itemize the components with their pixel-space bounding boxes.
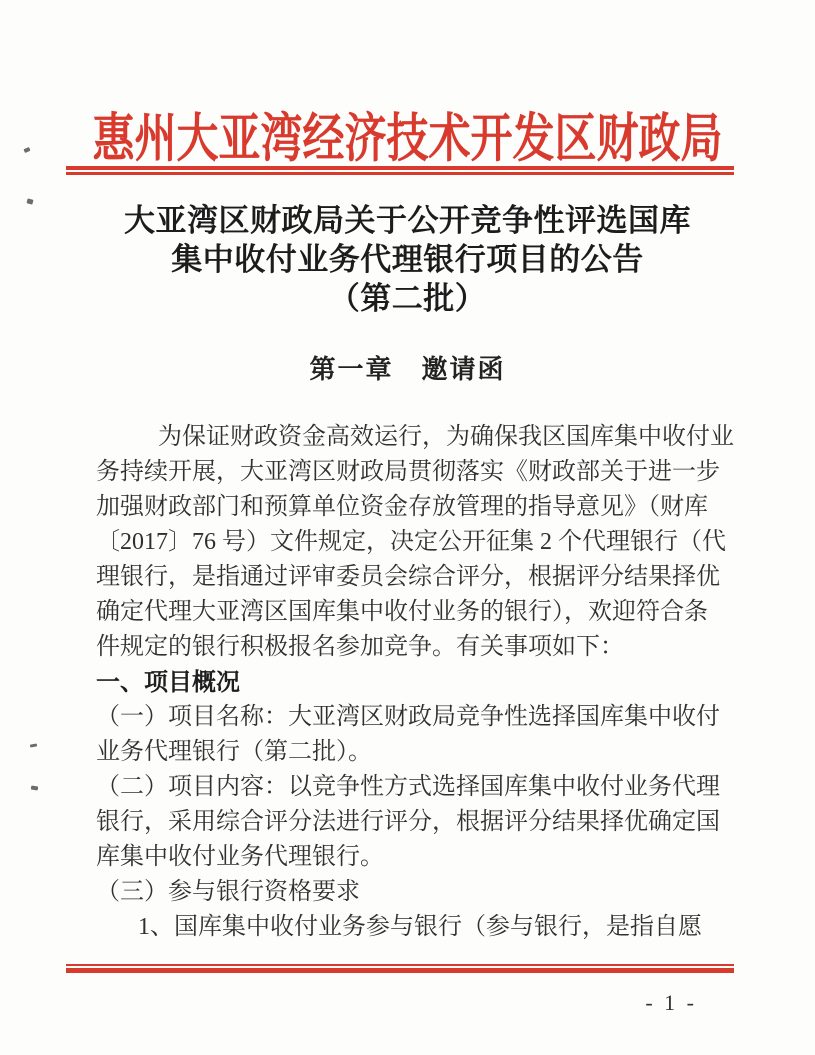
body-line: 银行，采用综合评分法进行评分，根据评分结果择优确定国 [96, 809, 720, 835]
body-line: （三）参与银行资格要求 [96, 879, 360, 905]
document-title-line: 集中收付业务代理银行项目的公告 [171, 242, 644, 277]
body-text [96, 420, 734, 945]
body-line: 为保证财政资金高效运行，为确保我区国库集中收付业 [158, 424, 734, 450]
body-line: 务持续开展，大亚湾区财政局贯彻落实《财政部关于进一步 [96, 459, 720, 485]
body-line: 确定代理大亚湾区国库集中收付业务的银行），欢迎符合条 [96, 599, 708, 625]
body-line: 业务代理银行（第二批）。 [96, 739, 372, 765]
body-line: 库集中收付业务代理银行。 [96, 844, 384, 870]
scan-speck [31, 786, 38, 791]
letterhead-double-rule [66, 166, 734, 175]
document-title [0, 201, 815, 318]
footer-double-rule [66, 964, 734, 973]
body-line: 加强财政部门和预算单位资金存放管理的指导意见》（财库 [96, 494, 708, 520]
body-line: 1、国库集中收付业务参与银行（参与银行，是指自愿 [138, 914, 702, 940]
body-line: （二）项目内容：以竞争性方式选择国库集中收付业务代理 [96, 774, 720, 800]
page-number: - 1 - [645, 990, 697, 1015]
body-line: 一、项目概况 [96, 669, 240, 696]
scan-speck [30, 743, 37, 747]
document-title-line: （第二批） [328, 281, 487, 316]
body-line: 理银行，是指通过评审委员会综合评分，根据评分结果择优 [96, 564, 720, 590]
document-title-line: 大亚湾区财政局关于公开竞争性评选国库 [124, 203, 691, 238]
letterhead-title: 惠州大亚湾经济技术开发区财政局 [92, 110, 723, 169]
body-line: 〔2017〕76 号）文件规定，决定公开征集 2 个代理银行（代 [96, 529, 726, 555]
body-line: 件规定的银行积极报名参加竞争。有关事项如下： [96, 634, 624, 660]
chapter-heading: 第一章 邀请函 [309, 354, 506, 384]
body-line: （一）项目名称：大亚湾区财政局竞争性选择国库集中收付 [96, 704, 720, 730]
